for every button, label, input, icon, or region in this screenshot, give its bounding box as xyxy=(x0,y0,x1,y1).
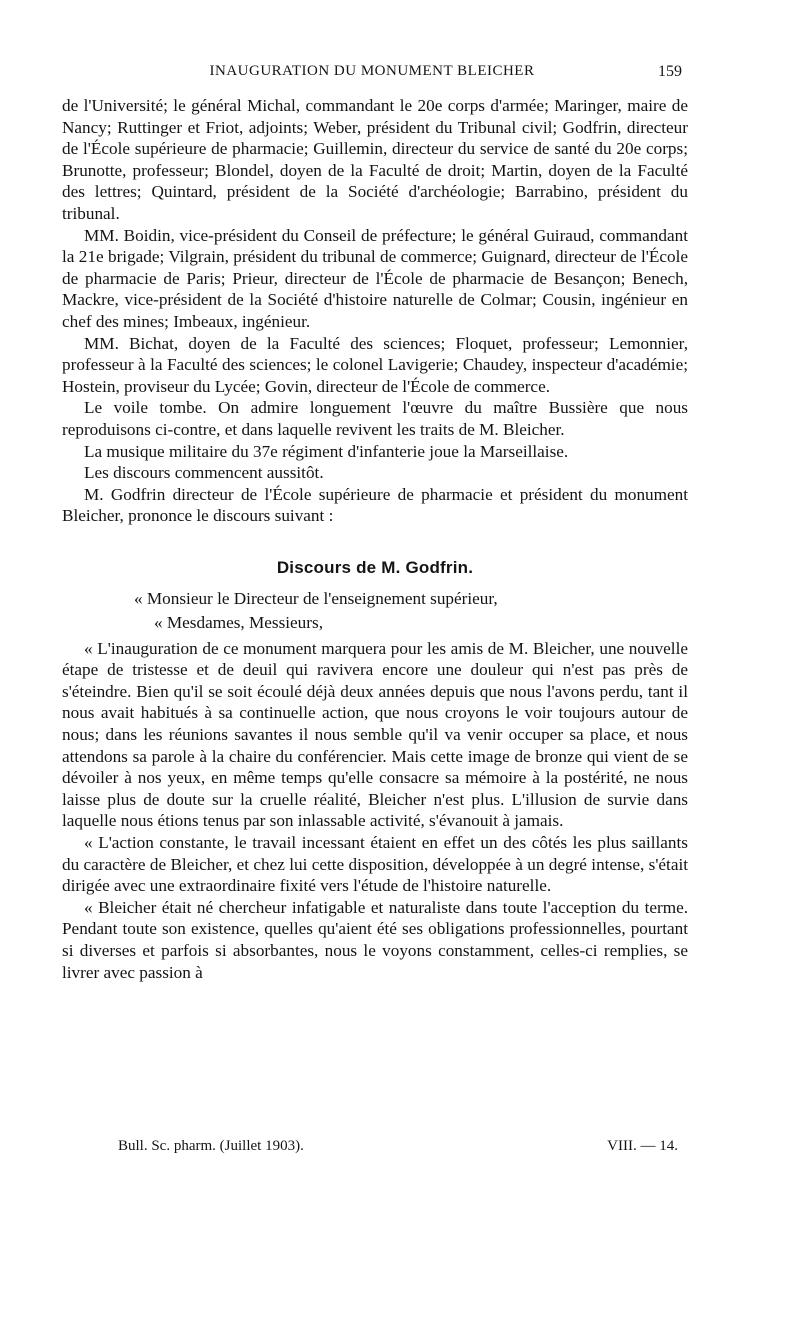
paragraph-officials-3: MM. Bichat, doyen de la Faculté des sciences; Floquet, professeur; Lemonnier, professeur à la Faculté des sciences; le colonel Lavigerie; Chaudey, inspecteur d'académie; Hostein, proviseur du Lycée; Govin, directeur de l'École de commerce. xyxy=(62,333,688,396)
running-title: INAUGURATION DU MONUMENT BLEICHER xyxy=(209,63,535,79)
speech-greeting-audience: « Mesdames, Messieurs, xyxy=(154,613,323,633)
paragraph-speech-intro: M. Godfrin directeur de l'École supérieure de pharmacie et président du monument Bleicher, prononce le discours suivant : xyxy=(62,484,688,526)
paragraph-unveiling: Le voile tombe. On admire longuement l'œuvre du maître Bussière que nous reproduisons ci-contre, et dans laquelle revivent les traits de M. Bleicher. xyxy=(62,398,688,439)
page-number: 159 xyxy=(658,63,682,80)
page-footer xyxy=(118,1138,678,1160)
signature-mark: VIII. — 14. xyxy=(607,1138,678,1154)
paragraph-speeches-begin: Les discours commencent aussitôt. xyxy=(84,463,324,483)
paragraph-officials-1: de l'Université; le général Michal, commandant le 20e corps d'armée; Maringer, maire de Nancy; Ruttinger et Friot, adjoints; Weber, président du Tribunal civil; Godfrin, directeur de l'École supérieure de pharmacie; Guillemin, directeur du service de santé du 20e corps; Brunotte, professeur; Blondel, doyen de la Faculté de droit; Martin, doyen de la Faculté des lettres; Quintard, président de la Société d'archéologie; Barrabino, président du tribunal. xyxy=(62,96,688,223)
running-header xyxy=(62,63,682,85)
paragraph-officials-2: MM. Boidin, vice-président du Conseil de préfecture; le général Guiraud, commandant la 21e brigade; Vilgrain, président du tribunal de commerce; Guignard, directeur de l'École de pharmacie de Paris; Prieur, directeur de l'École de pharmacie de Besançon; Benech, Mackre, vice-président de la Société d'histoire naturelle de Colmar; Cousin, ingénieur en chef des mines; Imbeaux, ingénieur. xyxy=(62,225,688,331)
speech-heading: Discours de M. Godfrin. xyxy=(276,557,474,577)
speech-paragraph: « L'inauguration de ce monument marquera pour les amis de M. Bleicher, une nouvelle étape de tristesse et de deuil qui ravivera encore une douleur qui n'est pas près de s'éteindre. Bien qu'il se soit écoulé déjà deux années depuis que nous l'avons perdu, tant il nous avait habitués à sa continuelle action, que nous croyons le voir toujours autour de nous; dans les réunions savantes il nous semble qu'il va venir occuper sa place, et nous attendons sa parole à la chaire du conférencier. Mais cette image de bronze qui vient de se dévoiler à nos yeux, en même temps qu'elle consacre sa mémoire à la postérité, ne nous laisse plus de doute sur la cruelle réalité, Bleicher n'est plus. L'illusion de survie dans laquelle nous étions tenus par son inlassable activité, s'évanouit à jamais. xyxy=(62,638,688,831)
speech-paragraph: « L'action constante, le travail incessant étaient en effet un des côtés les plus saillants du caractère de Bleicher, et chez lui cette disposition, développée à un degré intense, s'était dirigée avec une extraordinaire fixité vers l'étude de l'histoire naturelle. xyxy=(62,833,688,896)
page-body xyxy=(62,95,688,983)
speech-paragraph: « Bleicher était né chercheur infatigable et naturaliste dans toute l'acception du terme. Pendant toute son existence, quelles qu'aient été ses obligations professionnelles, pourtant si diverses et parfois si absorbantes, nous le voyons constamment, celles-ci remplies, se livrer avec passion à xyxy=(62,897,688,982)
paragraph-music: La musique militaire du 37e régiment d'infanterie joue la Marseillaise. xyxy=(84,441,569,461)
speech-greeting-director: « Monsieur le Directeur de l'enseignement supérieur, xyxy=(134,589,498,609)
journal-citation: Bull. Sc. pharm. (Juillet 1903). xyxy=(118,1138,304,1154)
